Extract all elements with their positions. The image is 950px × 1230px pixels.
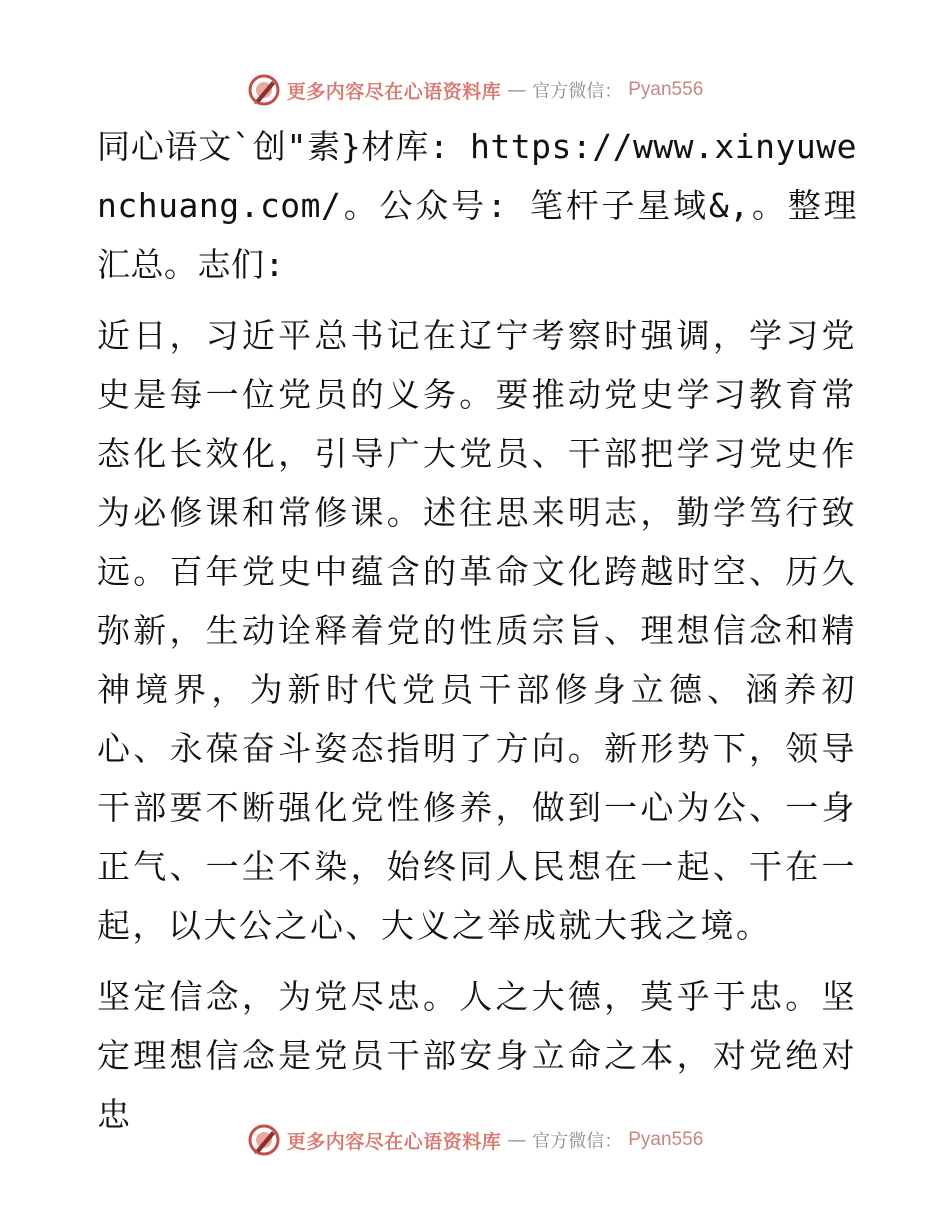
- banner-separator: —: [507, 1129, 527, 1151]
- document-body: [97, 117, 857, 1156]
- wechat-label: 官方微信：: [532, 81, 623, 102]
- logo-pen-icon: [247, 73, 281, 107]
- paragraph-source-info: 同心语文`创"素}材库: https://www.xinyuwenchuang.com/。公众号: 笔杆子星域&,。整理汇总。志们:: [97, 127, 857, 284]
- paragraph-main: 近日，习近平总书记在辽宁考察时强调，学习党史是每一位党员的义务。要推动党史学习教育常态化长效化，引导广大党员、干部把学习党史作为必修课和常修课。述往思来明志，勤学笃行致远。百年党史中蕴含的革命文化跨越时空、历久弥新，生动诠释着党的性质宗旨、理想信念和精神境界，为新时代党员干部修身立德、涵养初心、永葆奋斗姿态指明了方向。新形势下，领导干部要不断强化党性修养，做到一心为公、一身正气、一尘不染，始终同人民想在一起、干在一起，以大公之心、大义之举成就大我之境。: [97, 316, 857, 945]
- wechat-id: Pyan556: [628, 79, 704, 100]
- paragraph-loyalty: 坚定信念，为党尽忠。人之大德，莫乎于忠。坚定理想信念是党员干部安身立命之本，对党绝对忠: [97, 977, 857, 1134]
- header-banner: [0, 70, 950, 110]
- wechat-label: 官方微信：: [532, 1131, 623, 1152]
- banner-text: 更多内容尽在心语资料库: [286, 80, 502, 103]
- banner-text: 更多内容尽在心语资料库: [286, 1130, 502, 1153]
- wechat-id: Pyan556: [628, 1129, 704, 1150]
- banner-separator: —: [507, 79, 527, 101]
- logo-pen-icon: [247, 1123, 281, 1157]
- footer-banner: [0, 1120, 950, 1160]
